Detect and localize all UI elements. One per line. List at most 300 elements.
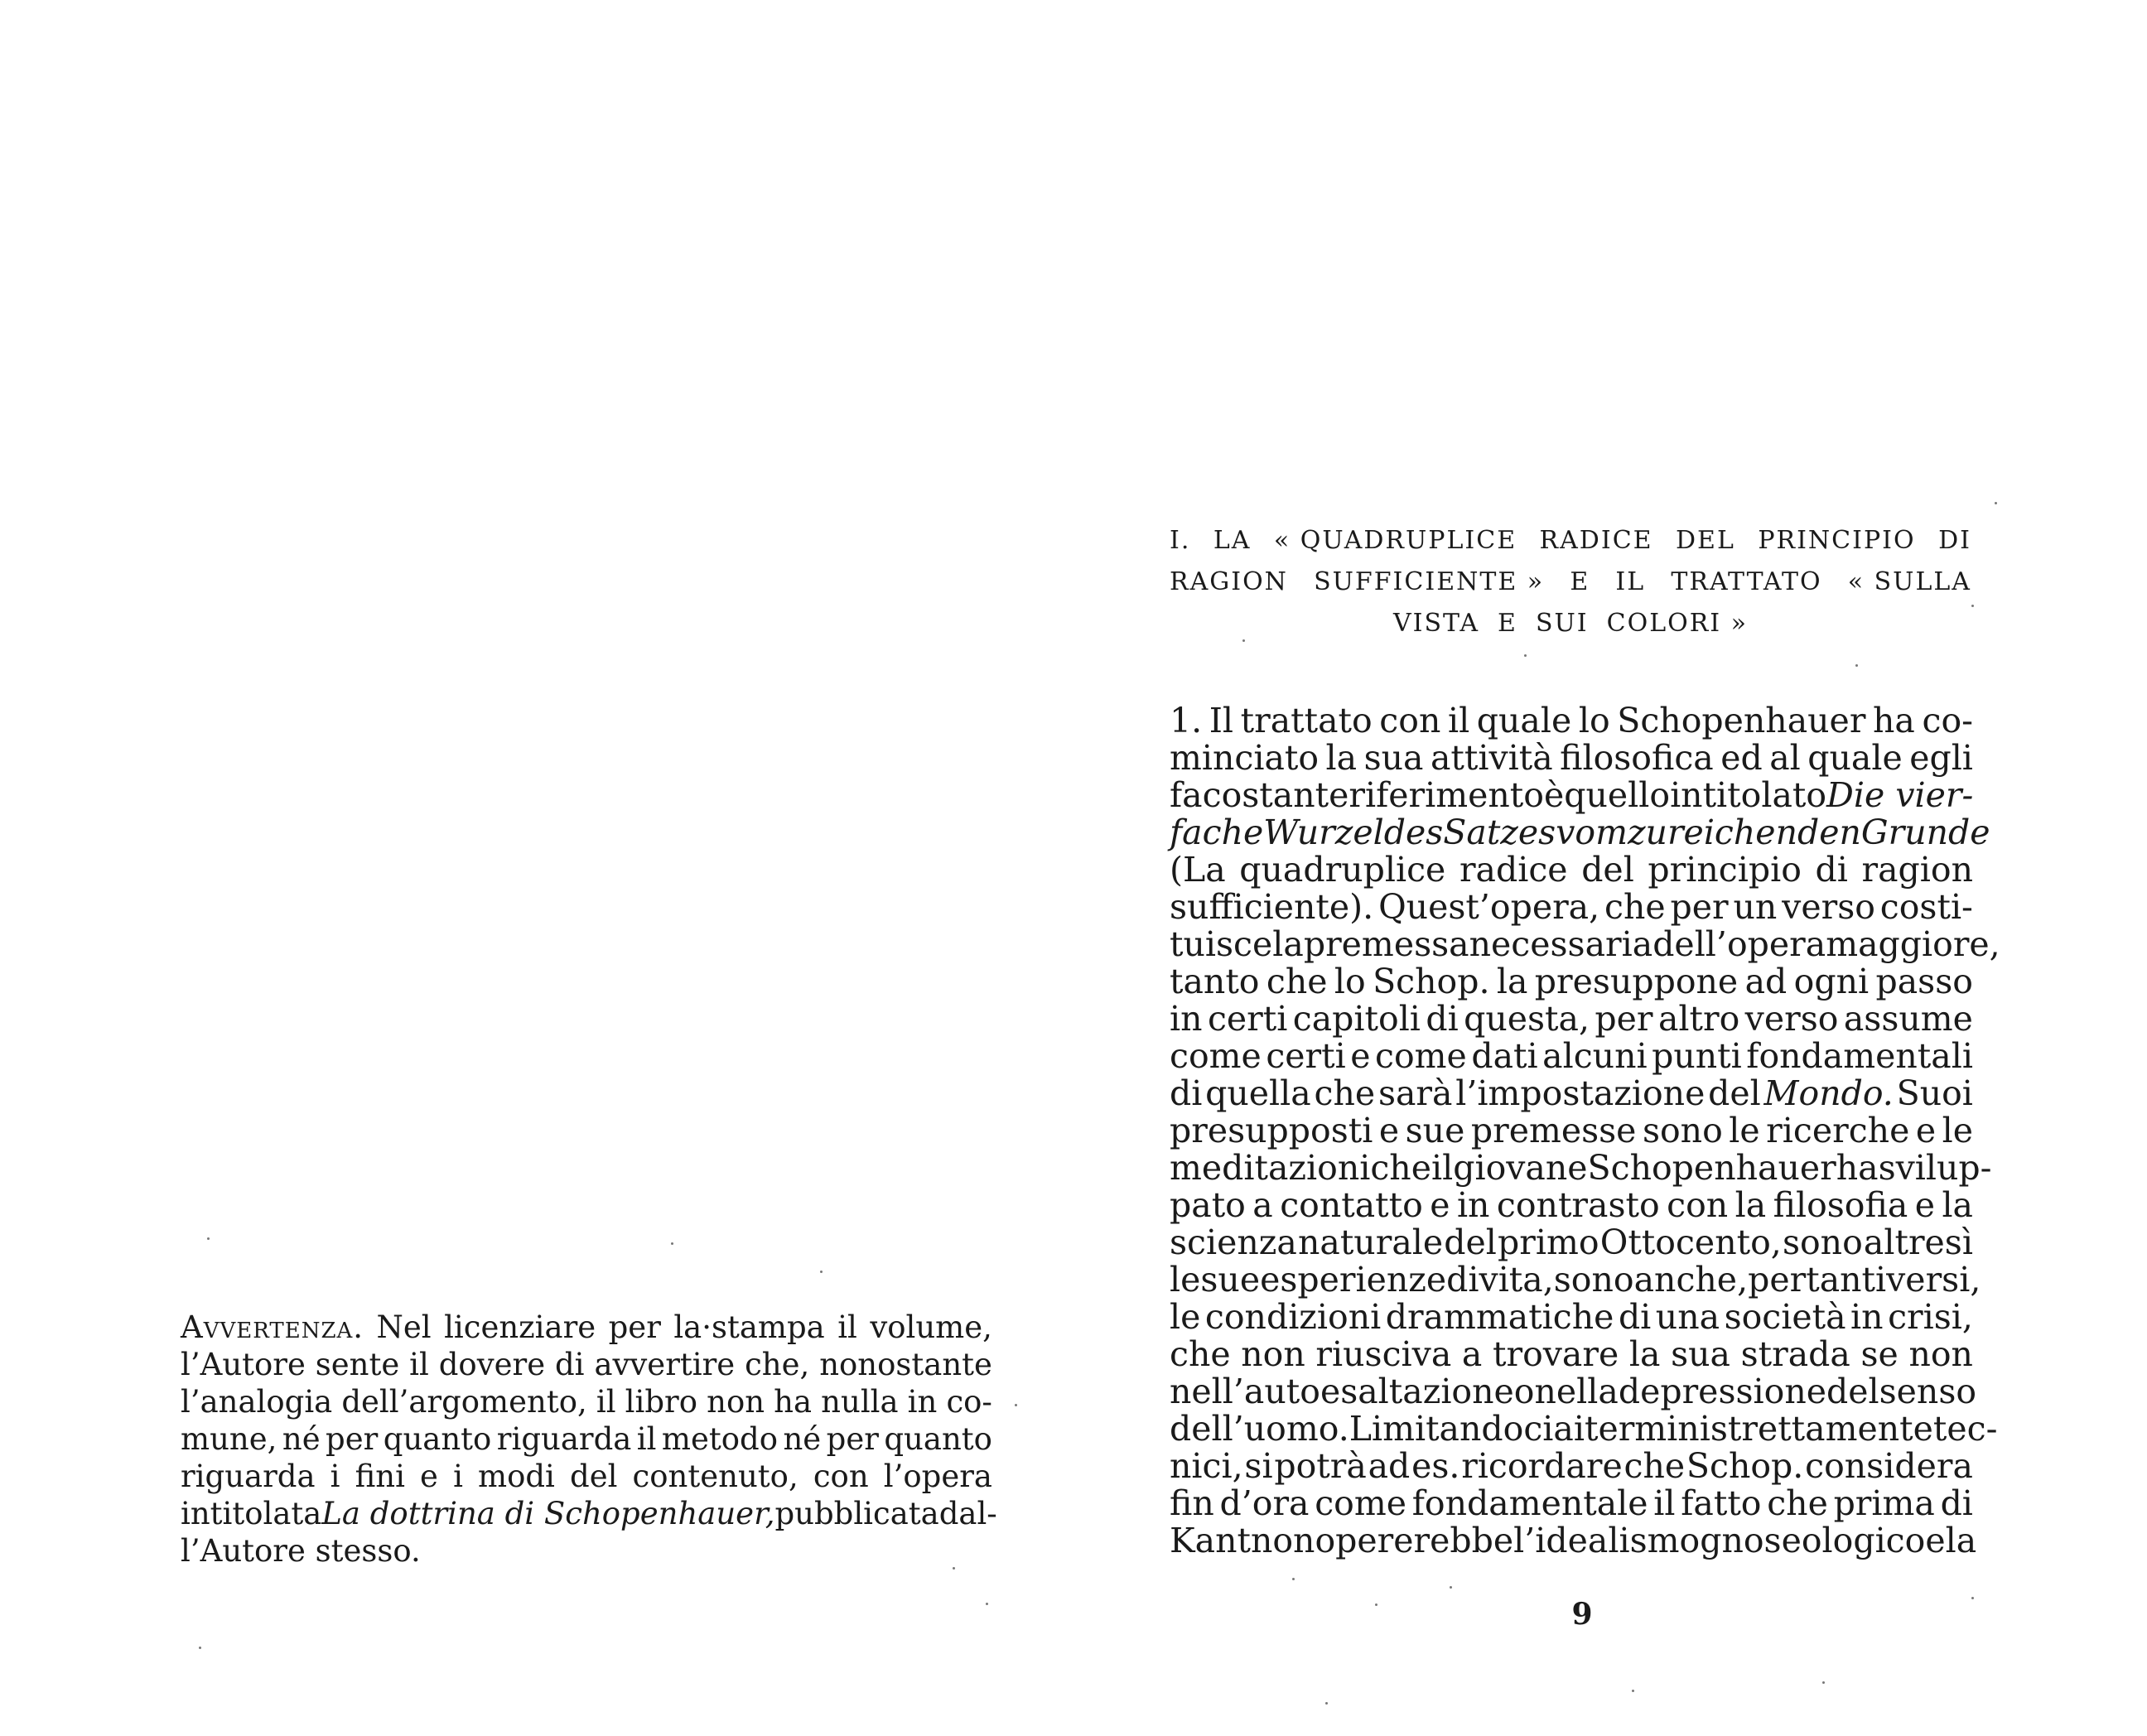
body-word: la <box>1945 1521 1977 1560</box>
body-word: non <box>1250 1521 1315 1560</box>
note-word: e <box>420 1459 438 1494</box>
note-word: il <box>636 1421 657 1457</box>
body-word: premesse <box>1470 1111 1637 1150</box>
body-word: come <box>1170 1036 1262 1076</box>
body-word: tec- <box>1932 1409 1998 1449</box>
heading-word: PRINCIPIO <box>1758 526 1916 555</box>
body-word: di <box>1618 1297 1652 1337</box>
note-word: co- <box>946 1384 992 1420</box>
body-word: per <box>1670 887 1729 927</box>
body-line <box>1170 1448 1973 1485</box>
scan-speck <box>1822 1681 1825 1684</box>
body-line <box>1170 813 1990 852</box>
heading-word: « SULLA <box>1847 567 1971 596</box>
heading-word: TRATTATO <box>1671 567 1822 596</box>
body-word: lo <box>1578 701 1610 740</box>
note-word: i <box>453 1459 463 1494</box>
body-word: assume <box>1843 999 1973 1039</box>
heading-line <box>1170 603 1971 644</box>
body-word: tanto <box>1170 962 1260 1001</box>
scan-speck <box>820 1271 823 1273</box>
body-line <box>1170 1260 1981 1300</box>
body-word: di <box>1446 1260 1479 1300</box>
body-line <box>1170 1372 1977 1411</box>
body-word: ricerche <box>1766 1111 1910 1150</box>
body-word: principio <box>1648 850 1802 890</box>
scan-speck <box>1015 1404 1017 1406</box>
note-word: per <box>608 1309 661 1345</box>
body-word: tuisce <box>1170 924 1273 964</box>
note-word: volume, <box>870 1309 992 1345</box>
body-word: ragion <box>1861 850 1973 890</box>
note-word: licenziare <box>444 1309 596 1345</box>
body-word: del <box>1826 1372 1879 1411</box>
body-word: termini <box>1584 1409 1710 1449</box>
body-word: es. <box>1411 1446 1460 1486</box>
note-word: né <box>783 1421 822 1457</box>
body-word: quale <box>1807 738 1903 778</box>
body-word: se <box>1860 1334 1899 1374</box>
body-word: quello <box>1564 775 1671 815</box>
scan-speck <box>1632 1690 1634 1692</box>
body-word: presupposti <box>1170 1111 1373 1150</box>
body-word: o <box>1513 1372 1535 1411</box>
note-word: fini <box>355 1459 405 1494</box>
note-line <box>181 1495 997 1532</box>
scan-speck <box>1524 654 1527 657</box>
note-word: del <box>570 1459 618 1494</box>
body-word: la <box>1272 924 1304 964</box>
body-line <box>1170 740 1973 777</box>
note-word: mune, <box>181 1421 277 1457</box>
body-word: e <box>1915 1111 1937 1150</box>
body-word: e <box>1350 1036 1371 1076</box>
note-word: il <box>596 1384 616 1420</box>
body-word: trovare <box>1493 1334 1619 1374</box>
body-word: Ottocento, <box>1599 1222 1782 1262</box>
body-word: fatto <box>1681 1483 1762 1523</box>
body-word: al <box>1769 738 1801 778</box>
body-word: in <box>1170 999 1203 1039</box>
heading-word: I. <box>1170 526 1191 555</box>
body-word: svilup- <box>1878 1148 1992 1188</box>
body-line <box>1170 924 2000 964</box>
body-word: fondamentale <box>1411 1483 1648 1523</box>
body-word: Suoi <box>1896 1073 1973 1113</box>
body-word: la <box>1942 1185 1973 1225</box>
body-word: ed <box>1720 738 1763 778</box>
body-line <box>1170 963 1973 1001</box>
body-word: dell’opera <box>1652 924 1826 964</box>
body-word: vita, <box>1479 1260 1554 1300</box>
note-word: né <box>282 1421 321 1457</box>
body-word: necessaria <box>1469 924 1653 964</box>
body-word: ad <box>1744 962 1788 1001</box>
heading-word: IL <box>1615 567 1646 596</box>
note-word: dal- <box>938 1496 997 1531</box>
body-word: che <box>1170 1334 1231 1374</box>
body-word: in <box>1456 1185 1490 1225</box>
note-word: ha <box>774 1384 813 1420</box>
body-line <box>1170 777 1973 814</box>
body-word: considera <box>1805 1446 1973 1486</box>
body-word: Die vier- <box>1826 775 1974 815</box>
note-word: modi <box>478 1459 555 1494</box>
body-line <box>1170 1521 1977 1560</box>
body-text <box>1170 701 2000 1560</box>
note-word: il <box>837 1309 857 1345</box>
note-word: dell’argomento, <box>341 1384 587 1420</box>
body-line <box>1170 851 1973 889</box>
scan-speck <box>1375 1603 1377 1606</box>
body-word: si <box>1244 1446 1273 1486</box>
note-line <box>181 1309 992 1346</box>
body-word: (La <box>1170 850 1226 890</box>
body-word: scienza <box>1170 1222 1297 1262</box>
body-word: pato <box>1170 1185 1246 1225</box>
body-word: per <box>1748 1260 1807 1300</box>
body-word: capitoli <box>1292 999 1421 1039</box>
body-word: fin <box>1170 1483 1214 1523</box>
body-word: naturale <box>1297 1222 1444 1262</box>
body-word: la <box>1734 1185 1767 1225</box>
body-word: le <box>1170 1297 1201 1337</box>
body-word: dati <box>1471 1036 1538 1076</box>
note-word: non <box>707 1384 765 1420</box>
body-word: riferimento <box>1349 775 1544 815</box>
body-word: e <box>1925 1521 1946 1560</box>
body-word: una <box>1655 1297 1720 1337</box>
body-word: sue <box>1405 1111 1465 1150</box>
body-line <box>1170 1336 1973 1373</box>
body-word: questa, <box>1464 999 1590 1039</box>
body-word: le <box>1942 1111 1973 1150</box>
note-word: Nel <box>376 1309 432 1345</box>
body-word: nella <box>1534 1372 1619 1411</box>
body-word: nell’autoesaltazione <box>1170 1372 1514 1411</box>
body-word: filosofica <box>1560 738 1714 778</box>
body-word: opererebbe <box>1315 1521 1514 1560</box>
body-word: presuppone <box>1534 962 1739 1001</box>
body-line <box>1170 702 1973 740</box>
note-word: riguarda <box>181 1459 316 1494</box>
note-word: riguarda <box>496 1421 632 1457</box>
note-word: contenuto, <box>632 1459 798 1494</box>
scan-speck <box>1450 1586 1452 1589</box>
body-word: strettamente <box>1710 1409 1933 1449</box>
body-word: gnoseologico <box>1700 1521 1926 1560</box>
body-word: che <box>1314 1073 1376 1113</box>
body-word: potrà <box>1274 1446 1367 1486</box>
note-word: di <box>555 1347 585 1382</box>
heading-word: RAGION <box>1170 567 1288 596</box>
note-word: intitolata <box>181 1496 322 1531</box>
body-word: altro <box>1657 999 1740 1039</box>
body-word: 1. <box>1170 701 1203 740</box>
body-word: drammatiche <box>1385 1297 1614 1337</box>
body-word: non <box>1241 1334 1305 1374</box>
body-word: a <box>1461 1334 1483 1374</box>
body-word: Schopenhauer <box>1587 1148 1836 1188</box>
body-word: la <box>1628 1334 1661 1374</box>
body-word: meditazioni <box>1170 1148 1371 1188</box>
body-word: Mondo. <box>1763 1073 1894 1113</box>
note-word: pubblicata <box>774 1496 939 1531</box>
body-word: la <box>1496 962 1528 1001</box>
scan-speck <box>1855 664 1858 667</box>
body-word: di <box>1815 850 1848 890</box>
note-word: per <box>326 1421 379 1457</box>
body-word: condizioni <box>1204 1297 1382 1337</box>
body-word: sua <box>1363 738 1424 778</box>
body-word: radice <box>1459 850 1568 890</box>
body-word: società <box>1724 1297 1846 1337</box>
body-word: nici, <box>1170 1446 1243 1486</box>
body-word: lo <box>1334 962 1366 1001</box>
body-word: costi- <box>1879 887 1973 927</box>
body-word: che <box>1767 1483 1828 1523</box>
body-word: d’ora <box>1219 1483 1310 1523</box>
heading-word: VISTA <box>1392 609 1480 638</box>
body-word: e <box>1430 1185 1450 1225</box>
body-word: ai <box>1553 1409 1585 1449</box>
heading-word: E <box>1570 567 1590 596</box>
body-word: certi <box>1266 1036 1346 1076</box>
scan-speck <box>986 1603 988 1605</box>
note-word: per <box>826 1421 879 1457</box>
body-word: Wurzel <box>1263 813 1384 852</box>
body-word: che <box>1604 887 1666 927</box>
body-word: zureichenden <box>1627 813 1861 852</box>
body-word: di <box>1940 1483 1973 1523</box>
note-word: la·stampa <box>673 1309 825 1345</box>
body-word: senso <box>1879 1372 1977 1411</box>
note-line <box>181 1458 992 1495</box>
body-word: riusciva <box>1315 1334 1452 1374</box>
body-word: strada <box>1740 1334 1850 1374</box>
body-word: come <box>1315 1483 1407 1523</box>
body-word: minciato <box>1170 738 1320 778</box>
body-line <box>1170 1299 1973 1336</box>
body-word: verso <box>1744 999 1839 1039</box>
body-word: del <box>1708 1073 1761 1113</box>
scan-speck <box>953 1567 955 1570</box>
body-line <box>1170 1075 1973 1112</box>
note-label: Avvertenza. <box>181 1309 364 1345</box>
body-word: che <box>1624 1446 1686 1486</box>
body-word: in <box>1850 1297 1884 1337</box>
body-word: il <box>1653 1483 1676 1523</box>
body-word: Schopenhauer <box>1617 701 1866 740</box>
body-word: co- <box>1922 701 1973 740</box>
body-word: filosofia <box>1773 1185 1908 1225</box>
body-word: e <box>1378 1111 1400 1150</box>
body-line <box>1170 1001 1973 1038</box>
body-word: fa <box>1170 775 1203 815</box>
body-word: attività <box>1430 738 1553 778</box>
note-word: avvertire <box>594 1347 736 1382</box>
heading-word: DEL <box>1676 526 1735 555</box>
body-word: giovane <box>1453 1148 1588 1188</box>
scan-speck <box>1325 1702 1328 1705</box>
page-number: 9 <box>1571 1597 1593 1632</box>
heading-word: E <box>1498 609 1517 638</box>
note-word: con <box>813 1459 869 1494</box>
heading-word: SUFFICIENTE » <box>1314 567 1545 596</box>
body-word: verso <box>1782 887 1875 927</box>
body-word: primo <box>1498 1222 1599 1262</box>
body-word: depressione <box>1618 1372 1826 1411</box>
body-word: anche, <box>1633 1260 1749 1300</box>
body-word: trattato <box>1240 701 1373 740</box>
note-word: metodo <box>661 1421 778 1457</box>
body-word: prima <box>1833 1483 1935 1523</box>
body-line <box>1170 1224 1973 1261</box>
body-word: sue <box>1200 1260 1261 1300</box>
body-word: è <box>1543 775 1565 815</box>
body-line <box>1170 1485 1973 1522</box>
body-word: la <box>1325 738 1358 778</box>
body-word: tanti <box>1806 1260 1887 1300</box>
body-word: ha <box>1836 1148 1879 1188</box>
body-word: sua <box>1671 1334 1730 1374</box>
body-line <box>1170 1038 1973 1075</box>
note-line <box>181 1346 992 1383</box>
scan-speck <box>207 1237 210 1240</box>
scan-speck <box>1292 1578 1295 1580</box>
body-word: di <box>1426 999 1459 1039</box>
note-word: l’opera <box>883 1459 992 1494</box>
scan-speck <box>1242 639 1245 642</box>
heading-line <box>1170 520 1971 562</box>
body-word: Kant <box>1170 1521 1251 1560</box>
body-word: intitolato <box>1670 775 1827 815</box>
note-word: in <box>907 1384 938 1420</box>
body-word: come <box>1375 1036 1467 1076</box>
body-word: e <box>1914 1185 1935 1225</box>
chapter-heading <box>1170 520 1971 644</box>
body-word: Quest’opera, <box>1378 887 1600 927</box>
body-word: ad <box>1368 1446 1411 1486</box>
note-word: l’Autore stesso. <box>181 1533 421 1569</box>
body-line <box>1170 1148 1992 1188</box>
body-word: sono <box>1553 1260 1634 1300</box>
note-word: libro <box>625 1384 697 1420</box>
body-word: con <box>1379 701 1441 740</box>
body-word: costante <box>1202 775 1349 815</box>
scan-speck <box>1971 1597 1974 1599</box>
body-word: fache <box>1170 813 1264 852</box>
body-word: l’idealismo <box>1513 1521 1701 1560</box>
body-word: per <box>1595 999 1653 1039</box>
body-word: Il <box>1209 701 1234 740</box>
body-word: Schop. <box>1686 1446 1804 1486</box>
body-word: sarà <box>1377 1073 1453 1113</box>
body-word: le <box>1170 1260 1201 1300</box>
book-title: La dottrina di Schopenhauer, <box>321 1496 775 1531</box>
note-line <box>181 1383 992 1420</box>
scan-speck <box>1995 502 1997 504</box>
body-word: certi <box>1207 999 1288 1039</box>
body-line <box>1170 1112 1973 1150</box>
note-word: che, <box>745 1347 810 1382</box>
heading-word: SUI <box>1535 609 1589 638</box>
note-word: nulla <box>821 1384 899 1420</box>
body-word: Satzes <box>1443 813 1556 852</box>
note-word: quanto <box>884 1421 992 1457</box>
note-word: il <box>409 1347 429 1382</box>
body-word: crisi, <box>1888 1297 1973 1337</box>
body-word: del <box>1444 1222 1497 1262</box>
note-word: l’analogia <box>181 1384 333 1420</box>
body-word: quadruplice <box>1239 850 1446 890</box>
note-word: l’Autore <box>181 1347 306 1382</box>
body-word: il <box>1431 1148 1454 1188</box>
note-word: quanto <box>383 1421 492 1457</box>
body-word: sufficiente). <box>1170 887 1374 927</box>
heading-word: COLORI » <box>1606 609 1749 638</box>
body-word: Grunde <box>1860 813 1990 852</box>
body-word: punti <box>1652 1036 1742 1076</box>
heading-word: LA <box>1213 526 1252 555</box>
body-word: esperienze <box>1260 1260 1447 1300</box>
body-word: sono <box>1782 1222 1863 1262</box>
body-word: Schop. <box>1373 962 1490 1001</box>
body-word: l’impostazione <box>1455 1073 1706 1113</box>
note-word: nonostante <box>819 1347 992 1382</box>
scan-speck <box>671 1242 673 1245</box>
heading-word: « QUADRUPLICE <box>1273 526 1517 555</box>
body-word: altresì <box>1863 1222 1973 1262</box>
body-word: non <box>1908 1334 1973 1374</box>
body-word: passo <box>1875 962 1973 1001</box>
body-word: che <box>1370 1148 1431 1188</box>
scan-speck <box>199 1647 201 1649</box>
body-word: egli <box>1909 738 1973 778</box>
body-word: des <box>1383 813 1444 852</box>
body-word: versi, <box>1886 1260 1981 1300</box>
note-line <box>181 1532 992 1570</box>
heading-word: RADICE <box>1539 526 1653 555</box>
body-word: sono <box>1642 1111 1723 1150</box>
body-word: vom <box>1556 813 1628 852</box>
body-word: ha <box>1873 701 1915 740</box>
body-word: contrasto <box>1496 1185 1660 1225</box>
avvertenza-note <box>181 1309 997 1570</box>
scan-speck <box>1971 605 1974 607</box>
note-line <box>181 1420 992 1458</box>
body-word: le <box>1729 1111 1760 1150</box>
body-line <box>1170 1187 1973 1224</box>
body-word: con <box>1667 1185 1729 1225</box>
body-line <box>1170 1409 1998 1449</box>
heading-line <box>1170 562 1971 603</box>
note-word: dovere <box>438 1347 546 1382</box>
heading-word: DI <box>1938 526 1971 555</box>
body-line <box>1170 889 1973 926</box>
body-word: quella <box>1205 1073 1311 1113</box>
body-word: fondamentali <box>1746 1036 1973 1076</box>
body-word: che <box>1266 962 1328 1001</box>
body-word: del <box>1581 850 1634 890</box>
note-word: i <box>330 1459 340 1494</box>
body-word: il <box>1447 701 1470 740</box>
body-word: quale <box>1476 701 1572 740</box>
body-word: contatto <box>1280 1185 1423 1225</box>
body-word: premessa <box>1303 924 1469 964</box>
body-word: ogni <box>1793 962 1870 1001</box>
note-word: sente <box>315 1347 400 1382</box>
